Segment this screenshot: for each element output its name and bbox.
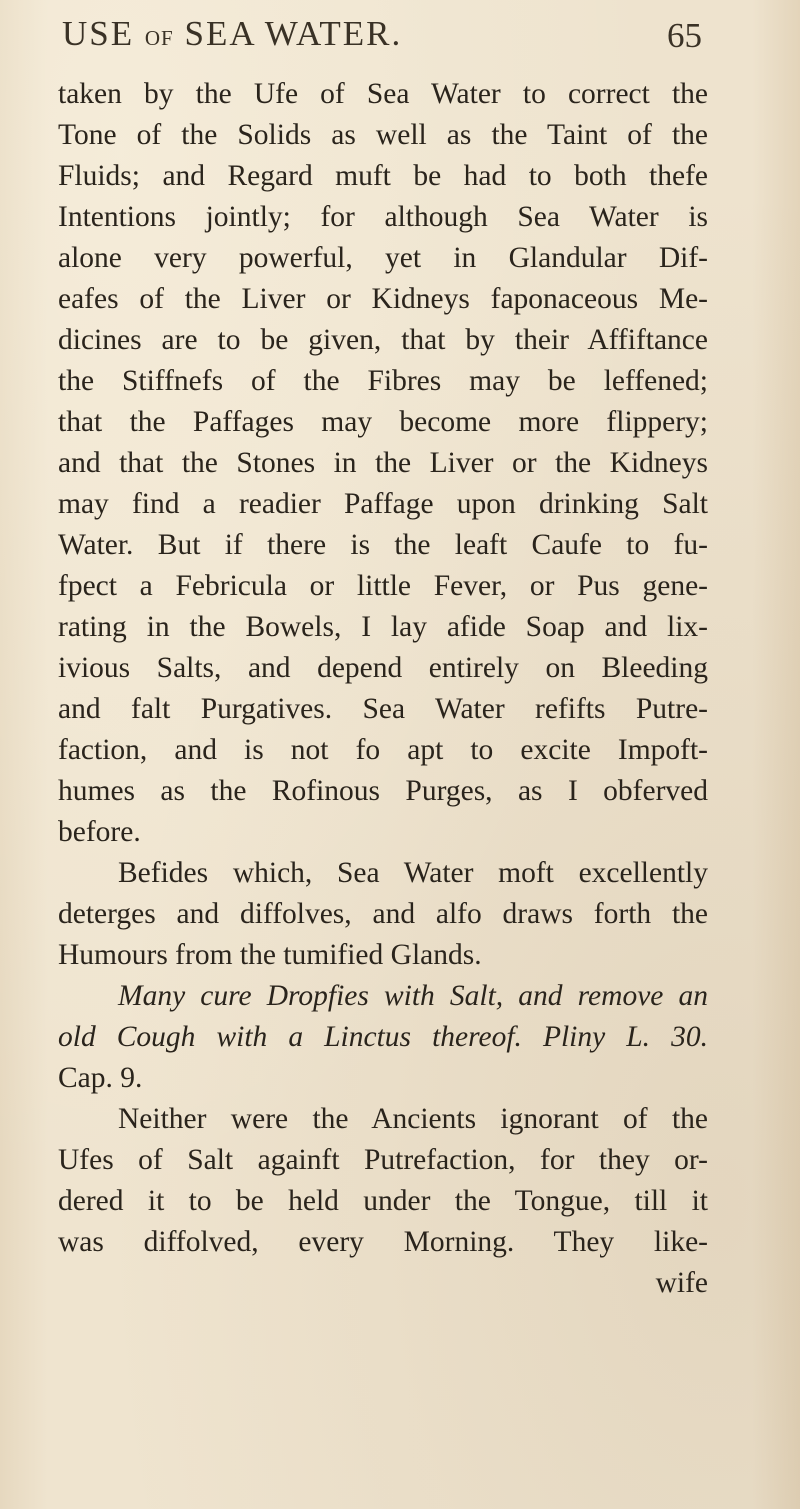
text-line: before. <box>58 816 141 848</box>
catchword: wife <box>655 1267 708 1299</box>
text-line: rating in the Bowels, I lay afide Soap and lix- <box>58 611 708 643</box>
paragraph-start-line: Neither were the Ancients ignorant of the <box>118 1103 708 1135</box>
text-line: eafes of the Liver or Kidneys faponaceous Me- <box>58 283 708 315</box>
text-line: Fluids; and Regard muft be had to both thefe <box>58 160 708 192</box>
text-line: ivious Salts, and depend entirely on Bleeding <box>58 652 708 684</box>
text-line: the Stiffnefs of the Fibres may be leffened; <box>58 365 708 397</box>
text-line: that the Paffages may become more flippery; <box>58 406 708 438</box>
text-line: taken by the Ufe of Sea Water to correct the <box>58 78 708 110</box>
text-line: may find a readier Paffage upon drinking Salt <box>58 488 708 520</box>
text-line: Intentions jointly; for although Sea Water is <box>58 201 708 233</box>
text-line: and that the Stones in the Liver or the Kidneys <box>58 447 708 479</box>
text-line: humes as the Rofinous Purges, as I obferved <box>58 775 708 807</box>
text-line: fpect a Febricula or little Fever, or Pus gene- <box>58 570 708 602</box>
text-line: dered it to be held under the Tongue, till it <box>58 1185 708 1217</box>
text-line: Ufes of Salt againft Putrefaction, for they or- <box>58 1144 708 1176</box>
quote-line: old Cough with a Linctus thereof. Pliny L. 30. <box>58 1021 708 1053</box>
paragraph-start-line: Befides which, Sea Water moft excellently <box>118 857 708 889</box>
quote-line: Many cure Dropfies with Salt, and remove an <box>118 980 708 1012</box>
running-head-word-of: OF <box>144 26 174 50</box>
running-head-title: SEA WATER. <box>184 14 403 53</box>
body-text <box>58 74 708 1304</box>
citation-line: Cap. 9. <box>58 1062 143 1094</box>
running-head <box>62 14 702 54</box>
text-line: Water. But if there is the leaft Caufe to fu- <box>58 529 708 561</box>
text-line: was diffolved, every Morning. They like- <box>58 1226 708 1258</box>
text-line: dicines are to be given, that by their Affiftance <box>58 324 708 356</box>
text-line: deterges and diffolves, and alfo draws forth the <box>58 898 708 930</box>
text-line: Humours from the tumified Glands. <box>58 939 482 971</box>
text-line: alone very powerful, yet in Glandular Dif- <box>58 242 708 274</box>
text-line: and falt Purgatives. Sea Water refifts Putre- <box>58 693 708 725</box>
page-number: 65 <box>667 16 702 55</box>
text-line: faction, and is not fo apt to excite Impoft- <box>58 734 708 766</box>
text-line: Tone of the Solids as well as the Taint of the <box>58 119 708 151</box>
running-head-word-use: USE <box>62 14 135 53</box>
